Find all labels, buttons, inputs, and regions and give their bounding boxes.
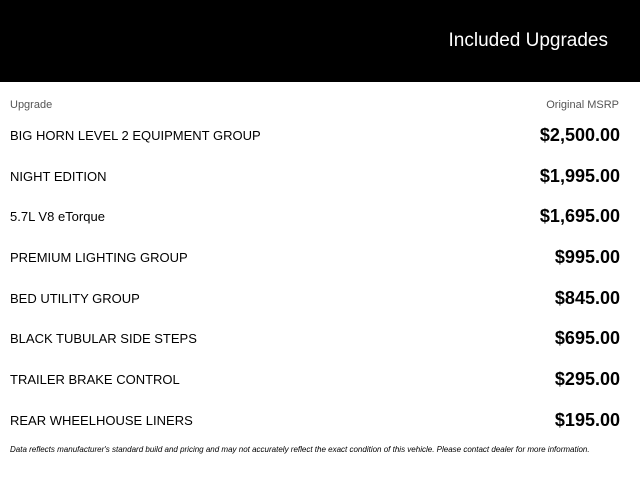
list-item: [0, 400, 640, 441]
list-item: [0, 196, 640, 237]
upgrade-name: PREMIUM LIGHTING GROUP: [10, 250, 188, 266]
column-header-msrp: Original MSRP: [546, 99, 619, 111]
upgrade-list: [0, 115, 640, 441]
upgrade-name: REAR WHEELHOUSE LINERS: [10, 412, 193, 428]
page-title: Included Upgrades: [448, 30, 608, 51]
upgrade-price: $695.00: [554, 328, 620, 349]
column-header-upgrade: Upgrade: [10, 99, 53, 111]
upgrade-price: $2,500.00: [539, 125, 620, 145]
upgrade-name: 5.7L V8 eTorque: [10, 209, 105, 225]
page-header: [0, 0, 640, 82]
upgrade-name: NIGHT EDITION: [10, 168, 107, 184]
upgrade-price: $1,695.00: [539, 206, 620, 227]
upgrade-price: $995.00: [554, 247, 620, 268]
list-item: [0, 318, 640, 359]
upgrade-name: BIG HORN LEVEL 2 EQUIPMENT GROUP: [10, 128, 261, 143]
upgrade-name: TRAILER BRAKE CONTROL: [10, 372, 180, 388]
upgrade-price: $295.00: [554, 369, 620, 390]
list-item: [0, 156, 640, 197]
list-item: [0, 115, 640, 156]
upgrade-name: BED UTILITY GROUP: [10, 290, 140, 306]
disclaimer-text: Data reflects manufacturer's standard build and pricing and may not accurately reflect the exact condition of this vehicle. Please contact dealer for more information.: [10, 445, 590, 454]
upgrade-name: BLACK TUBULAR SIDE STEPS: [10, 331, 197, 347]
upgrade-price: $1,995.00: [539, 165, 620, 186]
list-item: [0, 359, 640, 400]
list-item: [0, 237, 640, 278]
upgrade-price: $845.00: [554, 287, 620, 308]
list-item: [0, 278, 640, 319]
column-headers: [0, 99, 640, 113]
upgrade-price: $195.00: [554, 409, 620, 430]
